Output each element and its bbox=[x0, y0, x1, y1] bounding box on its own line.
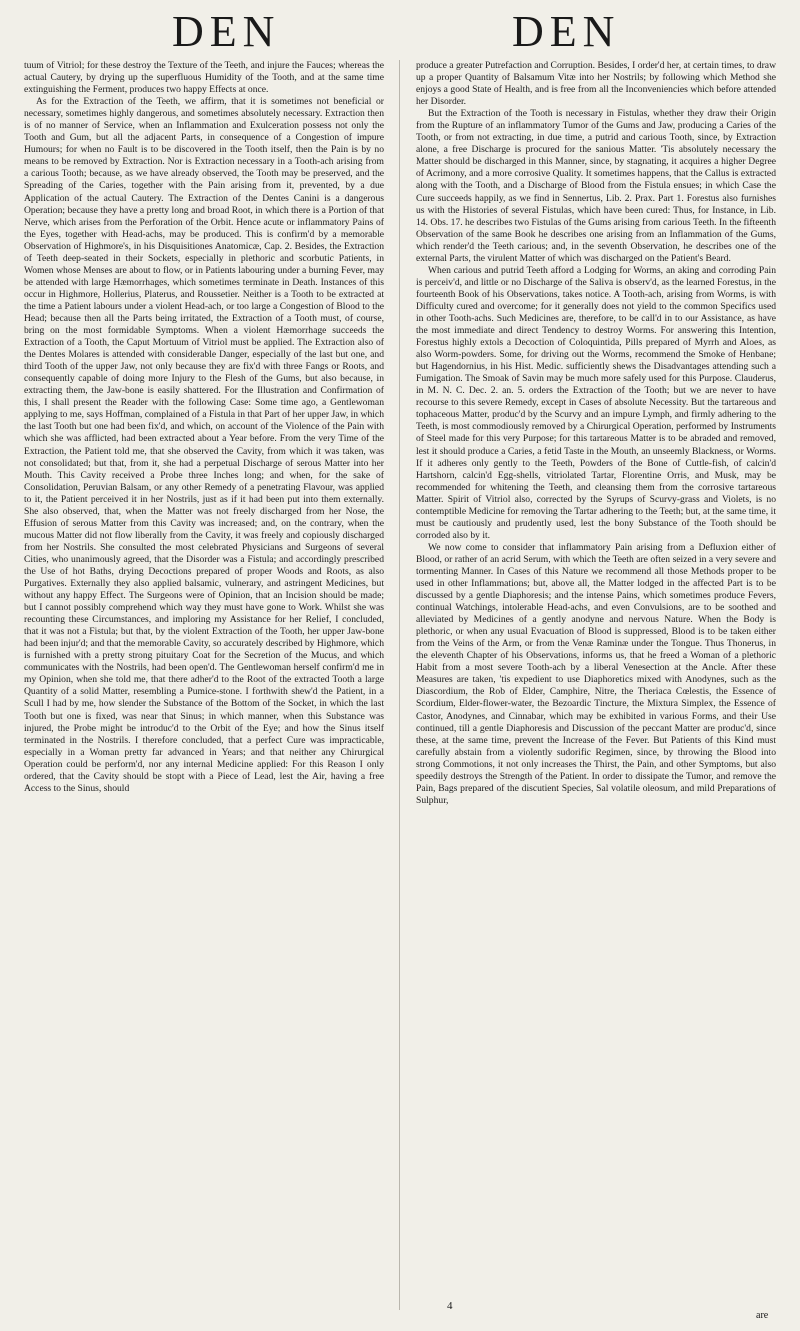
paragraph: As for the Extraction of the Teeth, we affirm, that it is sometimes not beneficial or necessary, sometimes highly dangerous, and sometimes absolutely necessary. Extraction then is of no manner of Service, when an Inflammation and Exulceration possess not only the Tooth and Gum, but all the adjacent Parts, in consequence of a Congestion of impure Humours; for when no Fault is to be discovered in the Tooth itself, then the Pain is by no means to be removed by Extraction. Nor is Extraction necessary in a Tooth-ach arising from a carious Tooth; because, as we have already observed, the Tooth may be preserved, and the Spreading of the Caries, together with the Pain arising from it, prevented, by a due Application of the actual Cautery. The Extraction of the Dentes Canini is a dangerous Operation; because they have a pretty long and broad Root, in which there is a Portion of that Nerve, which arises from the Perforation of the Orbit. Hence acute or inflammatory Pains of the Eyes, together with Head-achs, may be produced. This is confirm'd by a memorable Observation of Highmore's, in his Disquisitiones Anatomicæ, Cap. 2. Besides, the Extraction of Teeth deep-seated in their Sockets, especially in plethoric and scorbutic Patients, in Women whose Menses are about to flow, or in Patients labouring under a burning Fever, may be attended with large Hæmorrhages, which sometimes terminate in Death. Instances of this occur in Highmore, Hollerius, Platerus, and Roussetier. Neither is a Tooth to be extracted at the time a Patient labours under a violent Head-ach, or too large a Congestion of Blood to the Head; because then all the Parts being irritated, the Extraction of a Tooth must, of course, bring on the most formidable Symptoms. When a violent Hæmorrhage succeeds the Extraction of a Tooth, the Caput Mortuum of Vitriol must be applied. The Extraction also of the Dentes Molares is attended with considerable Danger, especially of the last but one, and third Tooth of the upper Jaw, not only because they are fix'd with three Fangs or Roots, and consequently capable of doing more Injury to the Flesh of the Gums, but also because, in extracting them, the Jaw-bone is easily shattered. For the Illustration and Confirmation of this, I shall present the Reader with the following Case: Some time ago, a Gentlewoman applying to me, says Hoffman, complained of a Fistula in that Part of her upper Jaw, in which the last Tooth but one had been fix'd, and which, on account of the Violence of the Pain with which she was afflicted, had been extracted about a Year before. From the very Time of the Extraction, the Patient told me, that she observed the Cavity, from which it was taken, was not consolidated; but that, from it, she had a perpetual Discharge of serous Matter into her Mouth. This Cavity received a Probe three Inches long; and when, for the sake of Consolidation, Peruvian Balsam, or any other Remedy of a penetrating Flavour, was applied to it, the Patient perceived it in her Nostrils, just as if it had been put into them externally. She also observed, that, when the Matter was not freely discharged from her Nose, the Effusion of serous Matter from this Cavity was increased; and, on the contrary, when the mucous Matter did not flow liberally from the Cavity, it was freely and copiously discharged from her Nostrils. She consulted the most celebrated Physicians and Surgeons of several Cities, who unanimously agreed, that the Disorder was a Fistula; and accordingly prescribed the Use of hot Baths, drying Decoctions prepared of proper Woods and Roots, as also Purgatives. Externally they also applied balsamic, vulnerary, and astringent Medicines, but without any happy Effect. The Surgeons were of Opinion, that an Incision should be made; but I cannot possibly comprehend which way they must have gone to Work. Whilst she was recounting these Circumstances, and imploring my Assistance for her Relief, I concluded, that it was not a Fistula; but that, by the violent Extraction of the Tooth, her upper Jaw-bone had been injur'd; and that the memorable Cavity, so accurately described by Highmore, which is furnished with a pretty strong pituitary Coat for the Secretion of the Mucus, and which communicates with the Nostrils, had been open'd. The Gentlewoman herself confirm'd me in my Opinion, when she told me, that there adher'd to the Root of the extracted Tooth a large Quantity of a solid Matter, resembling a Pumice-stone. I forthwith shew'd the Patient, in a Scull I had by me, how slender the Substance of the Bottom of the Socket, in which the last Tooth but one is fixed, was near that Sinus; in which manner, when this Substance was injured, the Probe might be introduc'd to the Orbit of the Eye; and how the Sinus itself terminated in the Nostrils. I therefore concluded, that a perfect Cure was impracticable, especially in a Woman pretty far advanced in Years; and that neither any Chirurgical Operation could be perform'd, nor any internal Medicine applied: For this Reason I only ordered, that the Cavity should be stopt with a Piece of Lead, lest the Air, having a free Access to the Sinus, should bbox=[24, 96, 384, 794]
running-header bbox=[0, 6, 800, 58]
header-right: DEN bbox=[512, 7, 621, 56]
paragraph: When carious and putrid Teeth afford a Lodging for Worms, an aking and corroding Pain is perceiv'd, and little or no Discharge of the Saliva is observ'd, as the learned Forestus, in the fourteenth Book of his Observations, takes notice. A Tooth-ach, arising from Worms, is with Difficulty cured and overcome; for it generally does not yield to the common Specifics used in other Tooth-achs. Such Medicines are, therefore, to be call'd in to our Assistance, as have the most immediate and direct Tendency to destroy Worms. For answering this Intention, Forestus highly extols a Decoction of Coloquintida, Pills prepared of Myrrh and Aloes, as also Worm-powders. Some, for driving out the Worms, recommend the Smoke of Henbane; but Hagendornius, in his Hist. Medic. sufficiently shews the Disadvantages attending such a Fumigation. The Smoak of Savin may be much more safely used for this Purpose. Clauderus, in M. N. C. Dec. 2. an. 5. orders the Extraction of the Tooth; but we are never to have recourse to this severe Remedy, except in Cases of absolute Necessity. But the tartareous and tophaceous Matter, produc'd by the Scurvy and an impure Lymph, and firmly adhering to the Teeth, is most commodiously removed by a Chirurgical Operation, performed by Instruments of Steel made for this very Purpose; for this tartareous Matter is to be abraded and removed, lest it should produce a Caries, a fetid Taste in the Mouth, an unseemly Blackness, or Worms. If it adheres only gently to the Teeth, Powders of the Bone of Cuttle-fish, of calcin'd Hartshorn, calcin'd Egg-shells, vitriolated Tartar, Florentine Orris, and Musk, may be recommended for whitening the Teeth, and cleansing them from the corrosive tartareous Matter. Spirit of Vitriol also, corrected by the Syrups of Scurvy-grass and Violets, is no contemptible Medicine for removing the Tartar adhering to the Teeth; but, at the same time, it must be cautiously and prudently used, lest the bony Substance of the Tooth should be corroded also by it. bbox=[416, 264, 776, 541]
header-left: DEN bbox=[172, 7, 281, 56]
right-column bbox=[416, 60, 776, 807]
paragraph: produce a greater Putrefaction and Corruption. Besides, I order'd her, at certain times, to draw up a proper Quantity of Balsamum Vitæ into her Nostrils; by following which Method she enjoys a good State of Health, and is free from all the Inconveniencies which before attended her Disorder. bbox=[416, 60, 776, 108]
paragraph: tuum of Vitriol; for these destroy the Texture of the Teeth, and injure the Fauces; whereas the actual Cautery, by drying up the superfluous Humidity of the Tooth, and at the same time extinguishing the Ferment, produces two happy Effects at once. bbox=[24, 60, 384, 96]
paragraph: We now come to consider that inflammatory Pain arising from a Defluxion either of Blood, or rather of an acrid Serum, with which the Teeth are often seized in a very severe and tormenting Manner. In Cases of this Nature we recommend all those Methods proper to be used in other Inflammations; but, above all, the Matter lodged in the affected Part is to be discussed by a gentle Diaphoresis; and the intense Pains, which sometimes produce Fevers, continual Watchings, intolerable Head-achs, and even Convulsions, are to be soothed and alleviated by Medicines of a gently anodyne and nervous Nature. When the Body is plethoric, or when any usual Evacuation of Blood is suppressed, Blood is to be taken either from the Veins of the Arm, or from the Venæ Raminæ under the Tongue. Thus Thonerus, in the eleventh Chapter of his Observations, informs us, that he freed a Woman of a plethoric Habit from a most severe Tooth-ach by a liberal Venesection at the Ancle. After these Measures are taken, 'tis expedient to use Diaphoretics mixed with Anodynes, such as the Diascordium, the Rob of Elder, Camphire, Nitre, the Theriaca Cœlestis, the Essence of Scordium, Elder-flower-water, the Bezoardic Tincture, the Mixtura Simplex, the Essence of Castor, Anodynes, and Cinnabar, which may be exhibited in various Forms, and their Use continued, till a gentle Diaphoresis and Discussion of the peccant Matter are produc'd, since these, at the same time, prevent the Increase of the Fever. But Patients of this Kind must carefully abstain from a violently sudorific Regimen, since, by throwing the Blood into strong Commotions, it not only increases the Thirst, the Pain, and other Symptoms, but also speedily destroys the Strength of the Patient. In order to dissipate the Tumor, and remove the Pain, Bags prepared of the discutient Species, Sal volatile oleosum, and mild Preparations of Sulphur, bbox=[416, 541, 776, 806]
catchword: are bbox=[756, 1310, 769, 1321]
paragraph: But the Extraction of the Tooth is necessary in Fistulas, whether they draw their Origin from the Rupture of an inflammatory Tumor of the Gums and Jaw, producing a Caries of the Tooth, or from not extracting, in due time, a putrid and carious Tooth, since, by Extraction alone, a free Discharge is procured for the sanious Matter. 'Tis absolutely necessary the Matter should be discharged in this Manner, since, by stagnating, it acquires a higher Degree of Acrimony, and a more corrosive Quality. It sometimes happens, that the Callus is extracted along with the Tooth, and a Discharge of Blood from the Fistula ensues; in which Case the Cure succeeds happily, as we find in Sennertus, Lib. 2. Prax. Part 1. Forestus also furnishes us with the Histories of several Fistulas, which have been cured: Thus, for Instance, in Lib. 14. Obs. 17. he describes two Fistulas of the Gums arising from carious Teeth. In the fifteenth Observation of the same Book he describes one arising from an Inflammation of the Gums, which render'd the Teeth carious; and, in the seventh Observation, he describes one of the external Parts, the virulent Matter of which was discharged on the Patient's Beard. bbox=[416, 108, 776, 264]
column-divider bbox=[399, 60, 400, 1310]
page-number: 4 bbox=[447, 1300, 453, 1312]
left-column bbox=[24, 60, 384, 795]
